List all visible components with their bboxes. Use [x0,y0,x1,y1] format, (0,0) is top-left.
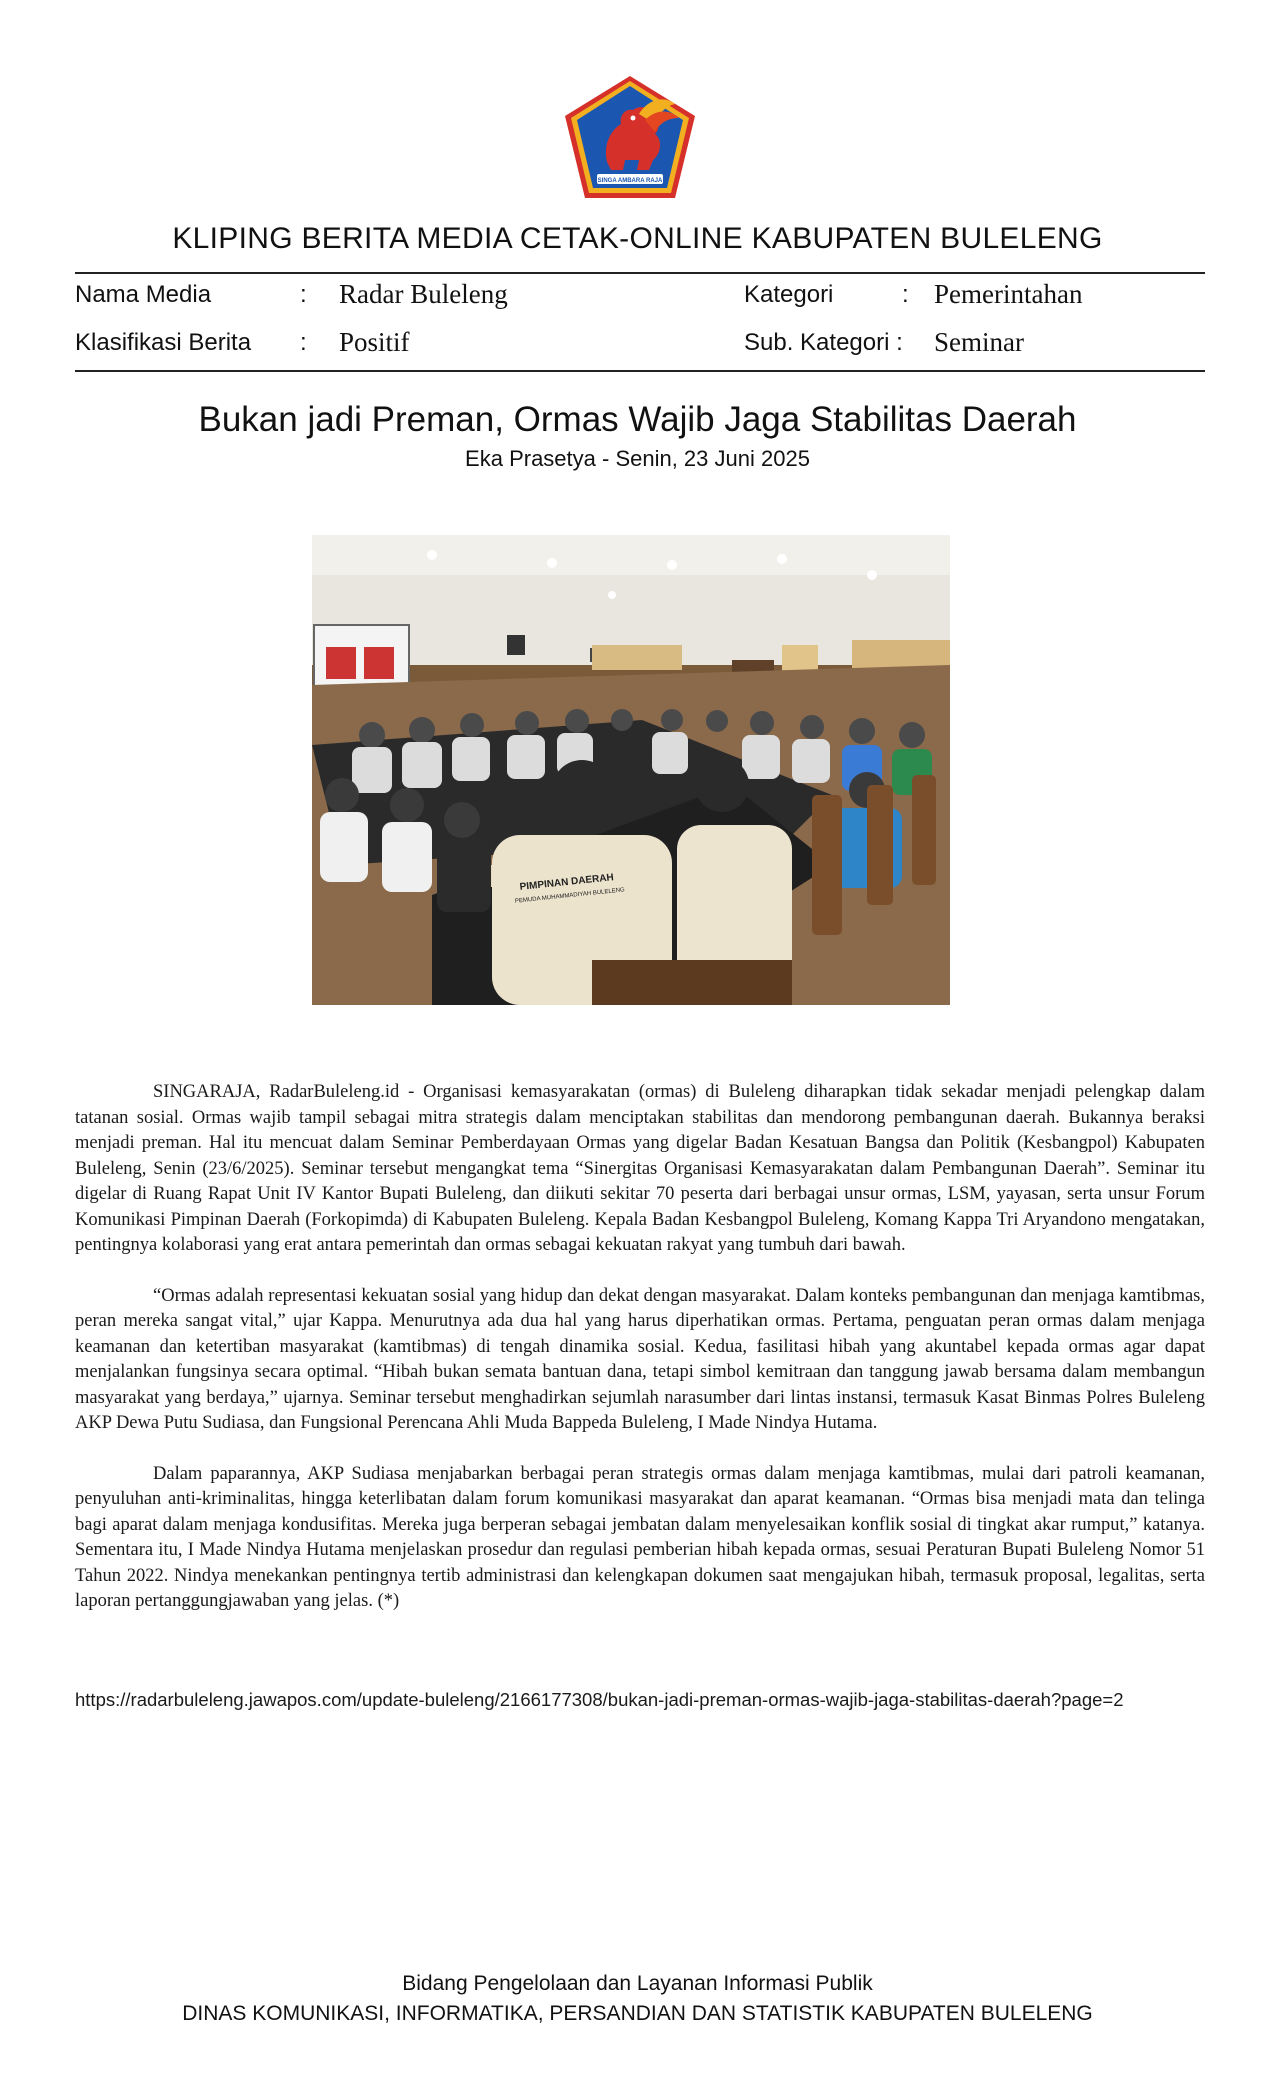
sub-kategori-value: Seminar [934,327,1024,357]
header-top-rule [75,272,1205,274]
article-paragraph-2: “Ormas adalah representasi kekuatan sosial yang hidup dan dekat dengan masyarakat. Dalam konteks pembangunan dan menjaga kamtibmas, peran mereka sangat vital,” ujar Kappa. Menurutnya ada dua hal yang harus diperhatikan ormas. Pertama, penguatan peran ormas dalam menjaga keamanan dan ketertiban masyarakat (kamtibmas) di tengah dinamika sosial. Kedua, fasilitasi hibah yang akuntabel kepada ormas agar dapat menjalankan fungsinya secara optimal. “Hibah bukan semata bantuan dana, tetapi simbol kemitraan dan tanggung jawab bersama dalam membangun masyarakat yang berdaya,” ujarnya. Seminar tersebut menghadirkan sejumlah narasumber dari lintas instansi, termasuk Kasat Binmas Polres Buleleng AKP Dewa Putu Sudiasa, dan Fungsional Perencana Ahli Muda Bappeda Buleleng, I Made Nindya Hutama. [75,1285,1205,1433]
media-colon: : [300,281,307,308]
vest-subtext: PEMUDA MUHAMMADIYAH BULELENG [514,887,626,905]
page-title: KLIPING BERITA MEDIA CETAK-ONLINE KABUPATEN BULELENG [172,222,1103,255]
media-value: Radar Buleleng [339,279,508,309]
buleleng-emblem-icon [561,74,699,202]
sub-kategori-label: Sub. Kategori : [744,329,903,356]
article-paragraph-3: Dalam paparannya, AKP Sudiasa menjabarkan berbagai peran strategis ormas dalam menjaga kamtibmas, mulai dari patroli keamanan, penyuluhan anti-kriminalitas, hingga keterlibatan dalam forum komunikasi masyarakat dan aparat keamanan. “Ormas bisa menjadi mata dan telinga bagi aparat dalam menjaga kondusifitas. Mereka juga berperan sebagai jembatan dalam menyelesaikan konflik sosial di tingkat akar rumput,” katanya. Sementara itu, I Made Nindya Hutama menjelaskan prosedur dan regulasi pemberian hibah kepada ormas, sesuai Peraturan Bupati Buleleng Nomor 51 Tahun 2022. Nindya menekankan pentingnya tertib administrasi dan kelengkapan dokumen saat mengajukan hibah, termasuk proposal, legalitas, serta laporan pertanggungjawaban yang jelas. (*) [75,1463,1205,1611]
article-paragraph-1: SINGARAJA, RadarBuleleng.id - Organisasi kemasyarakatan (ormas) di Buleleng diharapkan tidak sekadar menjadi pelengkap dalam tatanan sosial. Ormas wajib tampil sebagai mitra strategis dalam menciptakan stabilitas dan mendorong pembangunan daerah. Bukannya beraksi menjadi preman. Hal itu mencuat dalam Seminar Pemberdayaan Ormas yang digelar Badan Kesatuan Bangsa dan Politik (Kesbangpol) Kabupaten Buleleng, Senin (23/6/2025). Seminar tersebut mengangkat tema “Sinergitas Organisasi Kemasyarakatan dalam Pembangunan Daerah”. Seminar itu digelar di Ruang Rapat Unit IV Kantor Bupati Buleleng, dan diikuti sekitar 70 peserta dari berbagai unsur ormas, LSM, yayasan, serta unsur Forum Komunikasi Pimpinan Daerah (Forkopimda) di Kabupaten Buleleng. Kepala Badan Kesbangpol Buleleng, Komang Kappa Tri Aryandono mengatakan, pentingnya kolaborasi yang erat antara pemerintah dan ormas sebagai kekuatan rakyat yang tumbuh dari bawah. [75,1082,1205,1255]
article-body [75,1080,1205,1640]
source-link[interactable]: https://radarbuleleng.jawapos.com/update-buleleng/2166177308/bukan-jadi-preman-ormas-wajib-jaga-stabilitas-daerah?page=2 [75,1689,1124,1710]
klasifikasi-label: Klasifikasi Berita [75,329,252,356]
media-label: Nama Media [75,281,212,308]
kategori-label: Kategori [744,281,834,308]
klasifikasi-value: Positif [339,327,410,357]
kategori-value: Pemerintahan [934,279,1083,309]
footer-division: Bidang Pengelolaan dan Layanan Informasi Publik [402,1972,873,1995]
vest-text: PIMPINAN DAERAH [519,872,615,893]
article-headline: Bukan jadi Preman, Ormas Wajib Jaga Stabilitas Daerah [198,400,1077,439]
seminar-meeting-photo [312,535,950,1005]
klasifikasi-colon: : [300,329,307,356]
header-bottom-rule [75,370,1205,372]
kategori-colon: : [902,281,909,308]
logo-motto: SINGA AMBARA RAJA [597,178,663,184]
article-byline: Eka Prasetya - Senin, 23 Juni 2025 [465,446,810,471]
footer-agency: DINAS KOMUNIKASI, INFORMATIKA, PERSANDIAN DAN STATISTIK KABUPATEN BULELENG [182,2002,1093,2025]
